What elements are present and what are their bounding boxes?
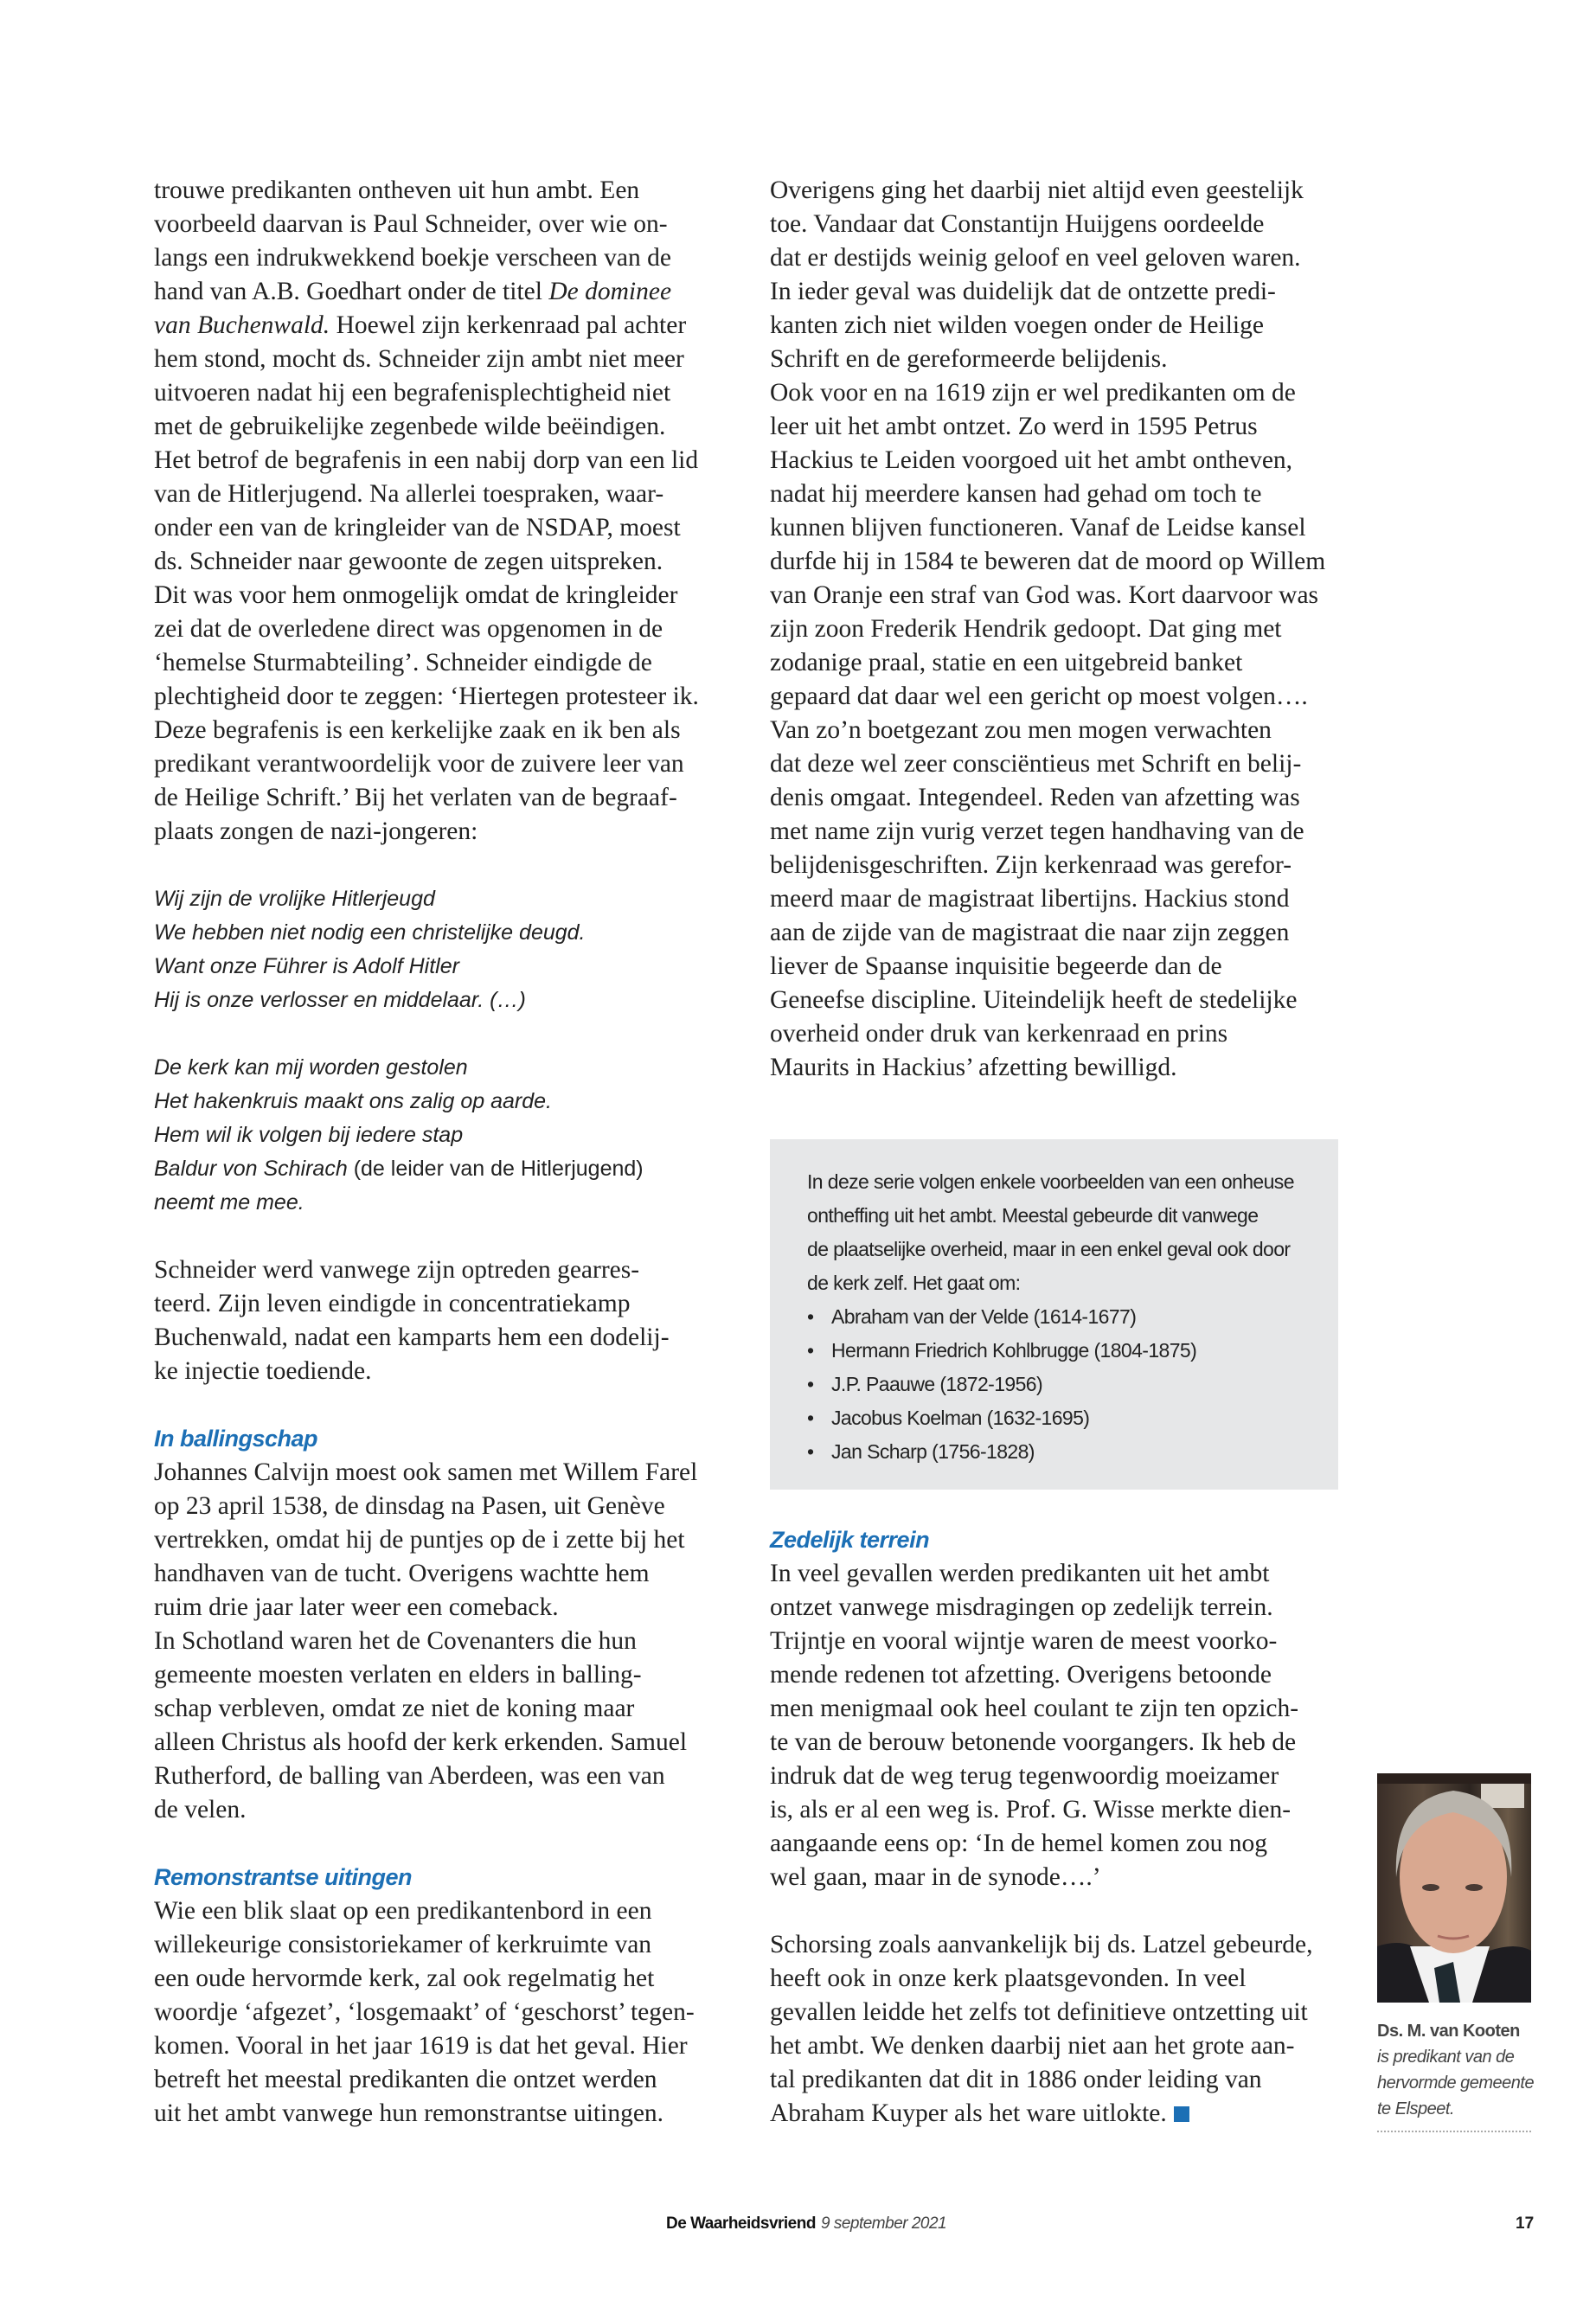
- poem-line: De kerk kan mij worden gestolen: [154, 1055, 468, 1080]
- poem-line: We hebben niet nodig een christelijke deugd.: [154, 920, 586, 945]
- text-line: voorbeeld daarvan is Paul Schneider, over wie on-: [154, 210, 668, 238]
- text-line: nadat hij meerdere kansen had gehad om toch te: [770, 480, 1262, 508]
- text-line: Overigens ging het daarbij niet altijd even geestelijk: [770, 176, 1304, 204]
- text-line: In veel gevallen werden predikanten uit het ambt: [770, 1560, 1270, 1587]
- text-line: van Oranje een straf van God was. Kort daarvoor was: [770, 581, 1319, 609]
- text-line: betreft het meestal predikanten die ontzet werden: [154, 2066, 657, 2093]
- text-line: Trijntje en vooral wijntje waren de meest voorko-: [770, 1627, 1278, 1655]
- poem-line: Hem wil ik volgen bij iedere stap: [154, 1123, 464, 1147]
- box-item-text: Jan Scharp (1756-1828): [831, 1440, 1035, 1463]
- box-intro-line: ontheffing uit het ambt. Meestal gebeurde dit vanwege: [807, 1204, 1259, 1227]
- bullet-icon: •: [807, 1373, 814, 1395]
- text-line: te van de berouw betonende voorgangers. Ik heb de: [770, 1728, 1297, 1756]
- text-line: ke injectie toediende.: [154, 1357, 372, 1385]
- text-line: hem stond, mocht ds. Schneider zijn ambt niet meer: [154, 345, 684, 373]
- text-span: Baldur von Schirach: [154, 1157, 354, 1181]
- blank-line: [154, 1220, 725, 1253]
- text-line: onder een van de kringleider van de NSDAP, moest: [154, 514, 681, 542]
- poem-line: Het hakenkruis maakt ons zalig op aarde.: [154, 1089, 552, 1113]
- box-intro-line: de kerk zelf. Het gaat om:: [807, 1272, 1021, 1294]
- box-list-item: [807, 1435, 1294, 1469]
- box-list-item: [807, 1334, 1294, 1368]
- text-line: Abraham Kuyper als het ware uitlokte.: [770, 2097, 1341, 2131]
- text-line: alleen Christus als hoofd der kerk erkenden. Samuel: [154, 1728, 688, 1756]
- text-line: langs een indrukwekkend boekje verscheen van de: [154, 244, 671, 272]
- text-line: uit het ambt vanwege hun remonstrantse uitingen.: [154, 2099, 664, 2127]
- poem-line: Hij is onze verlosser en middelaar. (…): [154, 988, 526, 1012]
- text-line: wel gaan, maar in de synode….’: [770, 1863, 1101, 1891]
- end-square-icon: [1174, 2106, 1189, 2122]
- box-item-text: J.P. Paauwe (1872-1956): [831, 1373, 1043, 1395]
- section-heading: Remonstrantse uitingen: [154, 1864, 413, 1890]
- author-name: Ds. M. van Kooten: [1377, 2022, 1520, 2041]
- author-photo: [1377, 1773, 1531, 2003]
- text-line: het ambt. We denken daarbij niet aan het grote aan-: [770, 2032, 1295, 2060]
- bullet-icon: •: [807, 1440, 814, 1463]
- text-line: ontzet vanwege misdragingen op zedelijk terrein.: [770, 1593, 1273, 1621]
- text-line: plechtigheid door te zeggen: ‘Hiertegen protesteer ik.: [154, 683, 699, 710]
- text-line: meerd maar de magistraat libertijns. Hackius stond: [770, 885, 1290, 913]
- text-span: Hoewel zijn kerkenraad pal achter: [330, 311, 687, 339]
- text-line: Geneefse discipline. Uiteindelijk heeft de stedelijke: [770, 986, 1298, 1014]
- box-intro-line: de plaatselijke overheid, maar in een enkel geval ook door: [807, 1238, 1291, 1260]
- footer: [666, 2214, 946, 2234]
- text-line: toe. Vandaar dat Constantijn Huijgens oordeelde: [770, 210, 1265, 238]
- text-line: indruk dat de weg terug tegenwoordig moeizamer: [770, 1762, 1279, 1790]
- text-line: durfde hij in 1584 te beweren dat de moord op Willem: [770, 548, 1326, 575]
- text-line: zodanige praal, statie en een uitgebreid banket: [770, 649, 1243, 676]
- text-line: willekeurige consistoriekamer of kerkruimte van: [154, 1931, 652, 1958]
- text-line: op 23 april 1538, de dinsdag na Pasen, uit Genève: [154, 1492, 665, 1520]
- box-list-item: [807, 1300, 1294, 1334]
- text-line: woordje ‘afgezet’, ‘losgemaakt’ of ‘geschorst’ tegen-: [154, 1998, 695, 2026]
- text-line: predikant verantwoordelijk voor de zuivere leer van: [154, 750, 684, 778]
- text-line: Johannes Calvijn moest ook samen met Willem Farel: [154, 1458, 698, 1486]
- poem-line: Want onze Führer is Adolf Hitler: [154, 954, 459, 978]
- text-line: handhaven van de tucht. Overigens wachtte hem: [154, 1560, 650, 1587]
- text-line: uitvoeren nadat hij een begrafenisplechtigheid niet: [154, 379, 671, 407]
- text-line: [154, 309, 725, 343]
- poem-line: [154, 1152, 725, 1186]
- text-line: men menigmaal ook heel coulant te zijn ten opzich-: [770, 1695, 1299, 1722]
- text-line: gevallen leidde het zelfs tot definitieve ontzetting uit: [770, 1998, 1308, 2026]
- text-line: Buchenwald, nadat een kamparts hem een dodelij-: [154, 1324, 670, 1351]
- left-column: [154, 174, 725, 2131]
- text-line: In ieder geval was duidelijk dat de ontzette predi-: [770, 278, 1276, 305]
- text-line: ruim drie jaar later weer een comeback.: [154, 1593, 559, 1621]
- text-line: trouwe predikanten ontheven uit hun ambt. Een: [154, 176, 640, 204]
- text-line: zijn zoon Frederik Hendrik gedoopt. Dat ging met: [770, 615, 1282, 643]
- sidebar-box: [770, 1139, 1338, 1490]
- box-intro-line: In deze serie volgen enkele voorbeelden van een onheuse: [807, 1170, 1294, 1193]
- text-line: Deze begrafenis is een kerkelijke zaak en ik ben als: [154, 716, 681, 744]
- text-line: schap verbleven, omdat ze niet de koning maar: [154, 1695, 635, 1722]
- box-list-item: [807, 1401, 1294, 1435]
- author-description: hervormde gemeente: [1377, 2073, 1535, 2093]
- text-line: overheid onder druk van kerkenraad en prins: [770, 1020, 1228, 1048]
- text-line: Wie een blik slaat op een predikantenbord in een: [154, 1897, 652, 1925]
- text-line: heeft ook in onze kerk plaatsgevonden. In veel: [770, 1965, 1247, 1992]
- text-span: (de leider van de Hitlerjugend): [353, 1157, 644, 1181]
- text-line: dat deze wel zeer consciëntieus met Schrift en belij-: [770, 750, 1302, 778]
- text-line: Hackius te Leiden voorgoed uit het ambt ontheven,: [770, 446, 1293, 474]
- text-line: is, als er al een weg is. Prof. G. Wisse merkte dien-: [770, 1796, 1292, 1823]
- poem-line: Wij zijn de vrolijke Hitlerjeugd: [154, 887, 435, 911]
- bullet-icon: •: [807, 1407, 814, 1429]
- text-line: tal predikanten dat dit in 1886 onder leiding van: [770, 2066, 1262, 2093]
- author-description: is predikant van de: [1377, 2048, 1515, 2067]
- caption-divider: [1377, 2131, 1531, 2132]
- text-line: Het betrof de begrafenis in een nabij dorp van een lid: [154, 446, 699, 474]
- text-line: de velen.: [154, 1796, 247, 1823]
- italic-title: van Buchenwald.: [154, 311, 330, 339]
- text-line: mende redenen tot afzetting. Overigens betoonde: [770, 1661, 1272, 1689]
- blank-line: [770, 1894, 1341, 1928]
- bullet-icon: •: [807, 1339, 814, 1362]
- text-line: Maurits in Hackius’ afzetting bewilligd.: [770, 1054, 1177, 1081]
- text-line: In Schotland waren het de Covenanters die hun: [154, 1627, 637, 1655]
- italic-title: De dominee: [548, 278, 672, 305]
- blank-line: [154, 849, 725, 882]
- text-line: van de Hitlerjugend. Na allerlei toespraken, waar-: [154, 480, 664, 508]
- text-line: Ook voor en na 1619 zijn er wel predikanten om de: [770, 379, 1296, 407]
- sidebar-box-text: [807, 1165, 1294, 1469]
- text-line: plaats zongen de nazi-jongeren:: [154, 817, 478, 845]
- issue-date: 9 september 2021: [820, 2214, 947, 2233]
- text-line: [154, 275, 725, 309]
- text-line: gemeente moesten verlaten en elders in balling-: [154, 1661, 642, 1689]
- blank-line: [154, 1017, 725, 1051]
- text-line: de Heilige Schrift.’ Bij het verlaten van de begraaf-: [154, 784, 677, 811]
- text-line: aangaande eens op: ‘In de hemel komen zou nog: [770, 1830, 1268, 1857]
- box-item-text: Hermann Friedrich Kohlbrugge (1804-1875): [831, 1339, 1197, 1362]
- box-item-text: Jacobus Koelman (1632-1695): [831, 1407, 1090, 1429]
- page-number: 17: [1516, 2214, 1535, 2233]
- poem-line: neemt me mee.: [154, 1190, 304, 1215]
- text-line: dat er destijds weinig geloof en veel geloven waren.: [770, 244, 1301, 272]
- text-line: kanten zich niet wilden voegen onder de Heilige: [770, 311, 1264, 339]
- text-line: Schrift en de gereformeerde belijdenis.: [770, 345, 1168, 373]
- text-line: vertrekken, omdat hij de puntjes op de i zette bij het: [154, 1526, 685, 1554]
- text-line: kunnen blijven functioneren. Vanaf de Leidse kansel: [770, 514, 1306, 542]
- blank-line: [154, 1827, 725, 1861]
- text-line: ‘hemelse Sturmabteiling’. Schneider eindigde de: [154, 649, 652, 676]
- publication-name: De Waarheidsvriend: [666, 2214, 816, 2233]
- author-description: te Elspeet.: [1377, 2099, 1455, 2118]
- bullet-icon: •: [807, 1305, 814, 1328]
- text-line: liever de Spaanse inquisitie begeerde dan de: [770, 952, 1222, 980]
- text-line: Rutherford, de balling van Aberdeen, was een van: [154, 1762, 665, 1790]
- section-heading: In ballingschap: [154, 1426, 318, 1452]
- text-line: een oude hervormde kerk, zal ook regelmatig het: [154, 1965, 655, 1992]
- blank-line: [154, 1388, 725, 1422]
- text-line: Van zo’n boetgezant zou men mogen verwachten: [770, 716, 1272, 744]
- text-line: ds. Schneider naar gewoonte de zegen uitspreken.: [154, 548, 663, 575]
- text-line: met de gebruikelijke zegenbede wilde beëindigen.: [154, 413, 666, 440]
- text-line: Schneider werd vanwege zijn optreden gearres-: [154, 1256, 640, 1284]
- text-line: Dit was voor hem onmogelijk omdat de kringleider: [154, 581, 678, 609]
- text-line: gepaard dat daar wel een gericht op moest volgen….: [770, 683, 1308, 710]
- text-line: teerd. Zijn leven eindigde in concentratiekamp: [154, 1290, 631, 1317]
- section-heading: Zedelijk terrein: [770, 1527, 930, 1553]
- box-item-text: Abraham van der Velde (1614-1677): [831, 1305, 1137, 1328]
- text-span: hand van A.B. Goedhart onder de titel: [154, 278, 549, 305]
- text-line: Schorsing zoals aanvankelijk bij ds. Latzel gebeurde,: [770, 1931, 1313, 1958]
- text-line: zei dat de overledene direct was opgenomen in de: [154, 615, 663, 643]
- text-line: denis omgaat. Integendeel. Reden van afzetting was: [770, 784, 1300, 811]
- text-line: met name zijn vurig verzet tegen handhaving van de: [770, 817, 1304, 845]
- text-line: komen. Vooral in het jaar 1619 is dat het geval. Hier: [154, 2032, 688, 2060]
- author-caption: [1377, 2018, 1535, 2122]
- box-list-item: [807, 1368, 1294, 1401]
- text-line: belijdenisgeschriften. Zijn kerkenraad was gerefor-: [770, 851, 1292, 879]
- text-line: leer uit het ambt ontzet. Zo werd in 1595 Petrus: [770, 413, 1258, 440]
- text-line: aan de zijde van de magistraat die naar zijn zeggen: [770, 919, 1290, 946]
